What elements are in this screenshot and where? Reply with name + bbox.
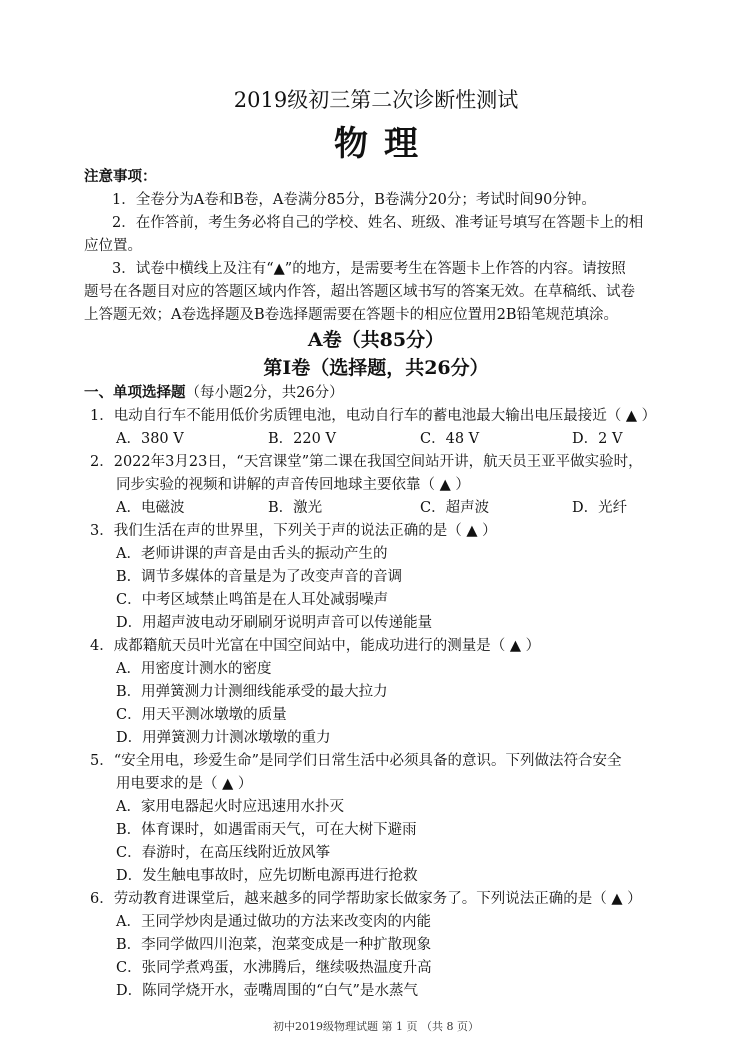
part-a-title: A卷（共85分）	[307, 329, 445, 351]
notice-item-3-line-2: 题号在各题目对应的答题区域内作答，超出答题区域书写的答案无效。在草稿纸、试卷	[84, 284, 635, 300]
question-6-option-c: C．张同学煮鸡蛋，水沸腾后，继续吸热温度升高	[116, 960, 432, 976]
question-3-option-d: D．用超声波电动牙刷刷牙说明声音可以传递能量	[116, 615, 433, 631]
volume-1-title: 第Ⅰ卷（选择题，共26分）	[263, 357, 489, 379]
question-3-option-b: B．调节多媒体的音量是为了改变声音的音调	[116, 569, 403, 585]
section-title: 一、单项选择题	[84, 384, 186, 401]
question-1-option-d: D．2 V	[572, 431, 623, 447]
question-3-option-a: A．老师讲课的声音是由舌头的振动产生的	[116, 546, 388, 562]
question-4-option-d: D．用弹簧测力计测冰墩墩的重力	[116, 730, 331, 746]
question-1-stem: 1．电动自行车不能用低价劣质锂电池，电动自行车的蓄电池最大输出电压最接近（ ▲ ）	[90, 408, 657, 424]
question-6-stem: 6．劳动教育进课堂后，越来越多的同学帮助家长做家务了。下列说法正确的是（ ▲ ）	[90, 891, 642, 907]
question-6-option-a: A．王同学炒肉是通过做功的方法来改变肉的内能	[116, 914, 431, 930]
question-1-option-c: C．48 V	[420, 431, 480, 447]
question-2-option-c: C．超声波	[420, 500, 490, 516]
question-4-stem: 4．成都籍航天员叶光富在中国空间站中，能成功进行的测量是（ ▲ ）	[90, 638, 541, 654]
question-2-option-b: B．激光	[268, 500, 323, 516]
exam-title: 2019级初三第二次诊断性测试	[233, 88, 519, 112]
subject-title: 物理	[334, 124, 434, 164]
question-5-option-b: B．体育课时，如遇雷雨天气，可在大树下避雨	[116, 822, 417, 838]
question-6-option-b: B．李同学做四川泡菜，泡菜变成是一种扩散现象	[116, 937, 432, 953]
notice-heading: 注意事项：	[84, 168, 157, 185]
notice-item-1: 1．全卷分为A卷和B卷，A卷满分85分，B卷满分20分；考试时间90分钟。	[112, 192, 596, 208]
question-5-option-d: D．发生触电事故时，应先切断电源再进行抢救	[116, 868, 418, 884]
section-note: （每小题2分，共26分）	[185, 385, 344, 401]
question-5-stem-line-2: 用电要求的是（ ▲ ）	[116, 776, 253, 792]
question-2-stem-line-1: 2．2022年3月23日，“天宫课堂”第二课在我国空间站开讲，航天员王亚平做实验时，	[90, 454, 643, 470]
question-2-option-a: A．电磁波	[116, 500, 185, 516]
notice-item-2-line-1: 2．在作答前，考生务必将自己的学校、姓名、班级、准考证号填写在答题卡上的相	[112, 215, 644, 231]
question-6-option-d: D．陈同学烧开水，壶嘴周围的“白气”是水蒸气	[116, 983, 418, 999]
question-2-option-d: D．光纤	[572, 500, 628, 516]
question-1-option-b: B．220 V	[268, 431, 336, 447]
notice-item-3-line-1: 3．试卷中横线上及注有“▲”的地方，是需要考生在答题卡上作答的内容。请按照	[112, 261, 626, 277]
section-heading	[84, 381, 344, 402]
question-4-option-a: A．用密度计测水的密度	[116, 661, 272, 677]
question-5-option-c: C．春游时，在高压线附近放风筝	[116, 845, 331, 861]
question-3-option-c: C．中考区域禁止鸣笛是在人耳处减弱噪声	[116, 592, 389, 608]
notice-item-3-line-3: 上答题无效；A卷选择题及B卷选择题需要在答题卡的相应位置用2B铅笔规范填涂。	[84, 307, 619, 323]
question-2-stem-line-2: 同步实验的视频和讲解的声音传回地球主要依靠（ ▲ ）	[116, 477, 470, 493]
question-3-stem: 3．我们生活在声的世界里，下列关于声的说法正确的是（ ▲ ）	[90, 523, 497, 539]
question-5-stem-line-1: 5．“安全用电，珍爱生命”是同学们日常生活中必须具备的意识。下列做法符合安全	[90, 753, 622, 769]
question-4-option-c: C．用天平测冰墩墩的质量	[116, 707, 287, 723]
page-footer: 初中2019级物理试题 第 1 页 （共 8 页）	[273, 1020, 479, 1033]
question-4-option-b: B．用弹簧测力计测细线能承受的最大拉力	[116, 684, 388, 700]
question-1-option-a: A．380 V	[116, 431, 184, 447]
question-5-option-a: A．家用电器起火时应迅速用水扑灭	[116, 799, 344, 815]
notice-item-2-line-2: 应位置。	[84, 238, 142, 254]
